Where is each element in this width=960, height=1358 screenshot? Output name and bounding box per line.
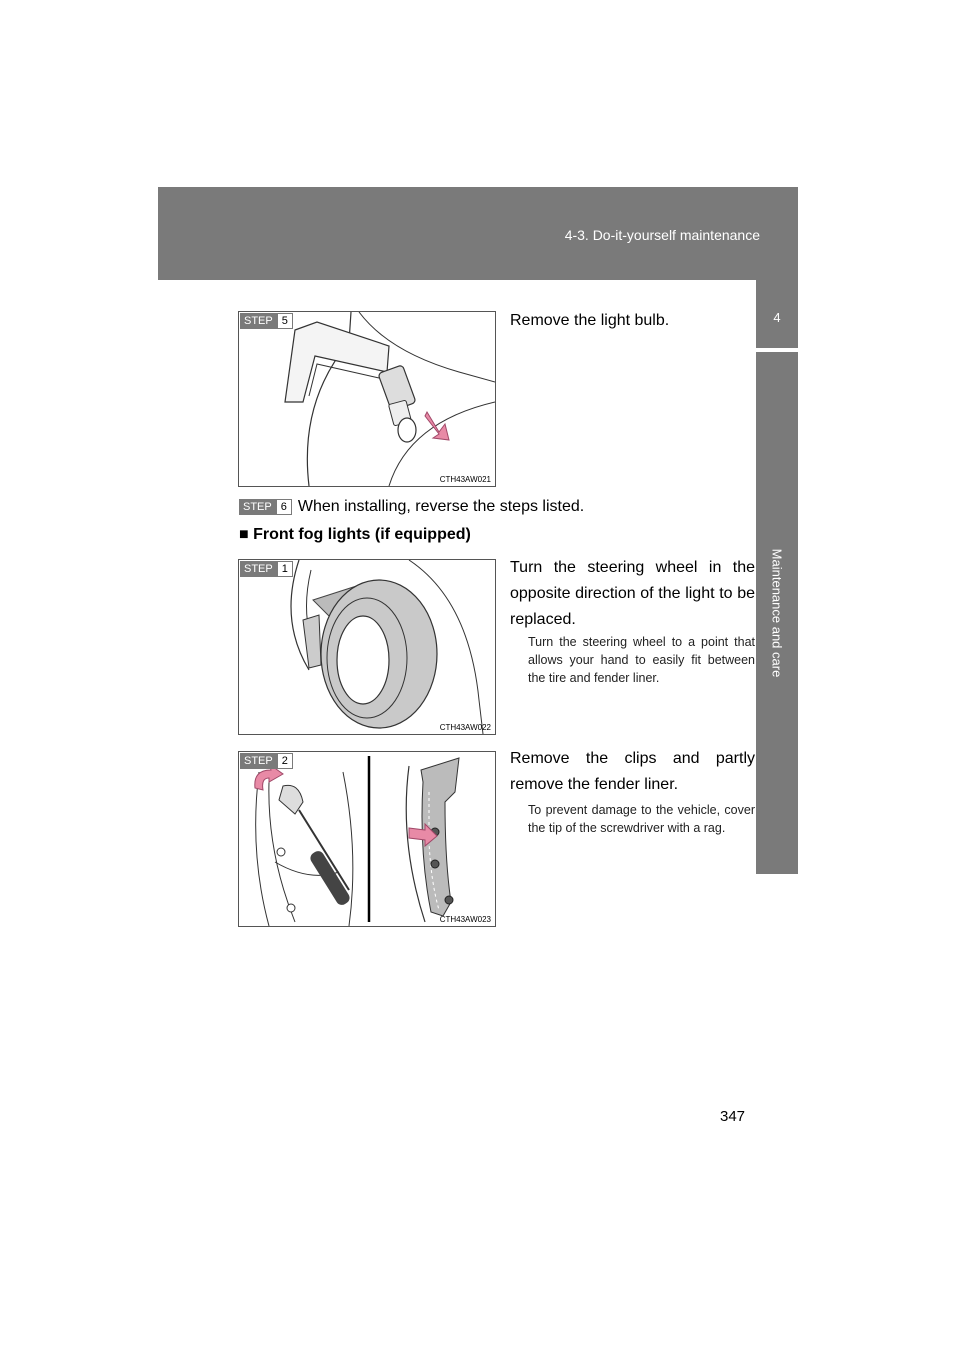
figure-remove-clips — [238, 751, 496, 927]
fog-step2-note: To prevent damage to the vehicle, cover the tip of the screwdriver with a rag. — [528, 803, 755, 835]
clips-illustration — [239, 752, 495, 926]
fog-step1-text: Turn the steering wheel in the opposite direction of the light to be replaced. — [510, 559, 755, 628]
page-number: 347 — [720, 1108, 746, 1125]
step6-line — [239, 498, 584, 516]
chapter-label-tab — [756, 352, 798, 874]
step-badge: STEP 2 — [240, 753, 293, 769]
figure-remove-bulb — [238, 311, 496, 487]
fog-step2-text: Remove the clips and partly remove the fender liner. — [510, 750, 755, 793]
chapter-number: 4 — [773, 310, 781, 325]
step-badge: STEP 6 — [239, 499, 292, 515]
bulb-illustration — [239, 312, 495, 486]
fog-step1-note: Turn the steering wheel to a point that allows your hand to easily fit between the tire and fender liner. — [528, 635, 755, 685]
step-badge: STEP 1 — [240, 561, 293, 577]
fog-lights-heading: ■ Front fog lights (if equipped) — [239, 526, 471, 543]
header-band — [158, 187, 798, 280]
figure-turn-wheel — [238, 559, 496, 735]
wheel-illustration — [239, 560, 495, 734]
figure-code: CTH43AW023 — [439, 915, 491, 924]
step6-text: When installing, reverse the steps listed. — [297, 498, 585, 515]
figure-code: CTH43AW022 — [439, 723, 491, 732]
step-badge: STEP 5 — [240, 313, 293, 329]
chapter-label: Maintenance and care — [769, 548, 785, 678]
step5-text: Remove the light bulb. — [510, 312, 670, 329]
section-title: 4-3. Do-it-yourself maintenance — [564, 227, 760, 243]
chapter-number-tab — [756, 280, 798, 348]
figure-code: CTH43AW021 — [439, 475, 491, 484]
